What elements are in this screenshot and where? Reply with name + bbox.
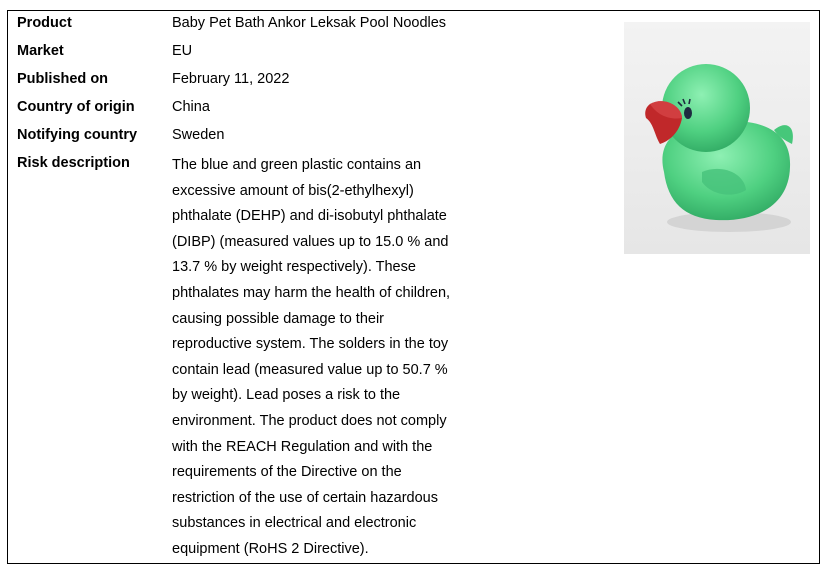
risk-line: phthalate (DEHP) and di-isobutyl phthalate bbox=[172, 208, 447, 225]
field-label-product: Product bbox=[17, 15, 72, 31]
risk-line: equipment (RoHS 2 Directive). bbox=[172, 540, 369, 557]
risk-line: 13.7 % by weight respectively). These bbox=[172, 259, 416, 276]
field-value-market: EU bbox=[172, 43, 193, 59]
risk-line: (DIBP) (measured values up to 15.0 % and bbox=[172, 233, 449, 250]
product-photo bbox=[624, 22, 810, 254]
risk-line: restriction of the use of certain hazardous bbox=[172, 489, 438, 506]
risk-line: contain lead (measured value up to 50.7 % bbox=[172, 361, 448, 378]
risk-line: The blue and green plastic contains an bbox=[172, 157, 422, 173]
field-label-country-of-origin: Country of origin bbox=[17, 99, 135, 115]
field-value-product: Baby Pet Bath Ankor Leksak Pool Noodles bbox=[172, 15, 447, 31]
field-value-notifying-country: Sweden bbox=[172, 127, 225, 143]
field-label-market: Market bbox=[17, 43, 64, 59]
risk-line: with the REACH Regulation and with the bbox=[172, 438, 433, 455]
field-label-notifying-country: Notifying country bbox=[17, 127, 138, 143]
risk-line: causing possible damage to their bbox=[172, 310, 384, 327]
risk-line: requirements of the Directive on the bbox=[172, 464, 402, 481]
risk-description-text bbox=[172, 153, 462, 563]
risk-line: phthalates may harm the health of children, bbox=[172, 284, 451, 301]
risk-line: environment. The product does not comply bbox=[172, 412, 447, 429]
field-value-published-on: February 11, 2022 bbox=[172, 71, 290, 87]
field-value-country-of-origin: China bbox=[172, 99, 210, 115]
field-label-risk-description: Risk description bbox=[17, 155, 130, 171]
risk-line: by weight). Lead poses a risk to the bbox=[172, 387, 401, 404]
rubber-duck-icon bbox=[624, 22, 810, 254]
risk-line: substances in electrical and electronic bbox=[172, 515, 417, 532]
risk-line: excessive amount of bis(2-ethylhexyl) bbox=[172, 182, 414, 199]
field-label-published-on: Published on bbox=[17, 71, 109, 87]
risk-line: reproductive system. The solders in the toy bbox=[172, 336, 449, 353]
